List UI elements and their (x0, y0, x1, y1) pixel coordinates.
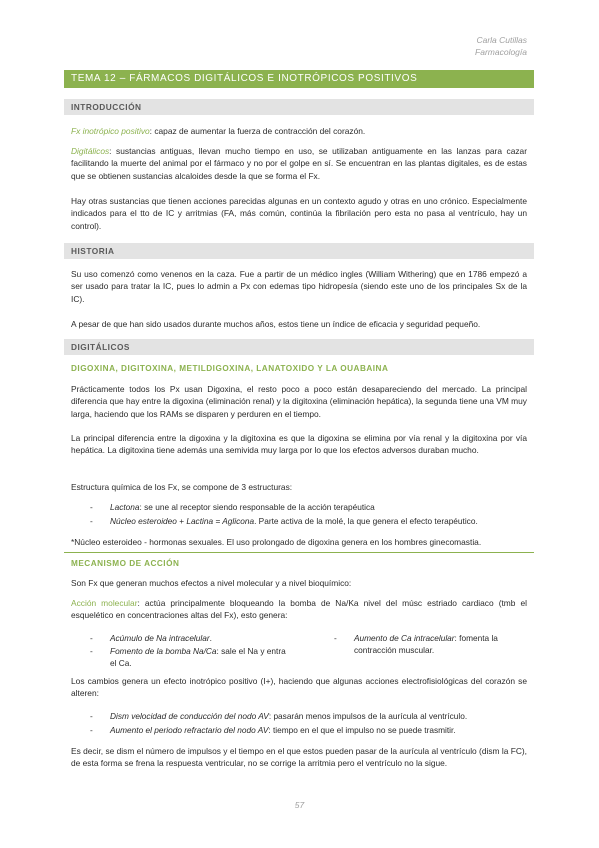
list-item (90, 501, 527, 513)
chapter-title: TEMA 12 – FÁRMACOS DIGITÁLICOS E INOTRÓPICOS POSITIVOS (64, 70, 534, 88)
mechanism-p2-text: : actúa principalmente bloqueando la bomba de Na/Ka nivel del músc estriado cardiaco (tmb el esquelético en concentraciones altas del Fx), esto genera: (71, 598, 528, 621)
digitalicos-paragraph-1: Prácticamente todos los Px usan Digoxina, el resto poco a poco están desapareciendo del mercado. La principal diferencia que hay entre la digoxina (eliminación renal) y la digitoxina (eliminación hepática), la segunda tiene una VM muy larga, haciendo que los RAMs se disparen y perduren en el tiempo. (71, 384, 527, 419)
list-item (334, 632, 524, 656)
history-paragraph-2: A pesar de que han sido usados durante muchos años, estos tiene un índice de eficacia y seguridad pequeño. (71, 319, 481, 329)
section-heading-digitalicos: DIGITÁLICOS (64, 339, 534, 355)
bullet-term: Dism velocidad de conducción del nodo AV (110, 711, 269, 721)
bullet-text: . Parte activa de la molé, la que genera el efecto terapéutico. (254, 516, 478, 526)
bullet-term: Lactona (110, 502, 140, 512)
digitalicos-paragraph-3: Estructura química de los Fx, se compone de 3 estructuras: (71, 482, 293, 492)
digitalicos-paragraph-2: La principal diferencia entre la digoxina y la digitoxina es que la digoxina se elimina por vía renal y la digitoxina por vía hepática. La digitoxina tiene además una semivida muy larga por lo que los efectos adversos duraban mucho. (71, 433, 527, 456)
page-header (475, 34, 527, 58)
bullet-text: : pasarán menos impulsos de la aurícula al ventrículo. (268, 711, 468, 721)
bullet-dash: - (90, 725, 93, 735)
bullet-dash: - (90, 633, 93, 643)
bullet-dash: - (90, 516, 93, 526)
subheading-mecanismo: MECANISMO DE ACCIÓN (71, 559, 180, 568)
history-paragraph-1: Su uso comenzó como venenos en la caza. Fue a partir de un médico ingles (William Withering) que en 1786 empezó a ser usado para tratar la IC, pues lo admin a Px con edemas tipo hidropesía (siendo este uno de los principales Sx de la IC). (71, 269, 527, 304)
term-accion-molecular: Acción molecular (71, 598, 138, 608)
header-subject: Farmacología (475, 47, 527, 57)
bullet-term: Fomento de la bomba Na/Ca (110, 646, 217, 656)
bullet-dash: - (90, 646, 93, 656)
mechanism-paragraph-4: Es decir, se dism el número de impulsos y el tiempo en el que estos pueden pasar de la aurícula al ventrículo (dism la FC), de esta forma se frena la respuesta ventricular, no se corrige la arritmia pero el ventrículo no la sigue. (71, 746, 527, 769)
bullet-text: : tiempo en el que el impulso no se puede trasmitir. (268, 725, 456, 735)
list-item (90, 724, 527, 736)
digitalicos-note: *Núcleo esteroideo - hormonas sexuales. El uso prolongado de digoxina genera en los hombres ginecomastia. (71, 537, 482, 547)
bullet-term: Aumento el periodo refractario del nodo AV (110, 725, 269, 735)
intro-paragraph-1 (71, 125, 527, 137)
intro-paragraph-3: Hay otras sustancias que tienen acciones parecidas algunas en un contexto agudo y otras en uno crónico. Especialmente indicados para el tto de IC y arritmias (FA, más común, continúa la fibrilación pero esta no pasa al ventrículo, hay un control). (71, 196, 527, 231)
list-item (90, 515, 527, 527)
mechanism-paragraph-3: Los cambios genera un efecto inotrópico positivo (I+), haciendo que algunas acciones electrofisiológicas del corazón se alteren: (71, 676, 527, 699)
mechanism-paragraph-1: Son Fx que generan muchos efectos a nivel molecular y a nivel bioquímico: (71, 578, 352, 588)
intro-paragraph-2 (71, 145, 527, 182)
list-item (90, 710, 527, 722)
section-heading-historia: HISTORIA (64, 243, 534, 259)
bullet-text: : fomenta la contracción muscular. (354, 633, 498, 656)
section-divider (64, 552, 534, 553)
bullet-text: . (209, 633, 212, 643)
page-number: 57 (294, 800, 305, 810)
term-digitalicos: Digitálicos (71, 146, 110, 156)
bullet-text: : se une al receptor siendo responsable de la acción terapéutica (139, 502, 375, 512)
term-inotropico: Fx inotrópico positivo (71, 126, 150, 136)
header-author: Carla Cutillas (476, 35, 527, 45)
bullet-text: : sale el Na y entra el Ca. (110, 646, 286, 669)
bullet-dash: - (90, 711, 93, 721)
bullet-term: Aumento de Ca intracelular (354, 633, 455, 643)
bullet-dash: - (334, 633, 337, 643)
subheading-digoxina: DIGOXINA, DIGITOXINA, METILDIGOXINA, LANATOXIDO Y LA OUABAINA (71, 364, 389, 373)
section-heading-introduccion: INTRODUCCIÓN (64, 99, 534, 115)
list-item (90, 645, 290, 669)
bullet-term: Núcleo esteroideo + Lactina = Aglicona (110, 516, 255, 526)
intro-p1-text: : capaz de aumentar la fuerza de contracción del corazón. (149, 126, 366, 136)
intro-p2-text: : sustancias antiguas, llevan mucho tiempo en uso, se utilizaban antiguamente en las lanzas para cazar facilitando la muerte del animal por el fármaco y no por el golpe en sí. Se encuentran en las plantas digitales, es de estas que se obtienen sustancias alcaloides desde la que se forma el Fx. (71, 146, 527, 181)
bullet-dash: - (90, 502, 93, 512)
list-item (90, 632, 320, 644)
bullet-term: Acúmulo de Na intracelular (110, 633, 210, 643)
mechanism-paragraph-2 (71, 597, 527, 622)
